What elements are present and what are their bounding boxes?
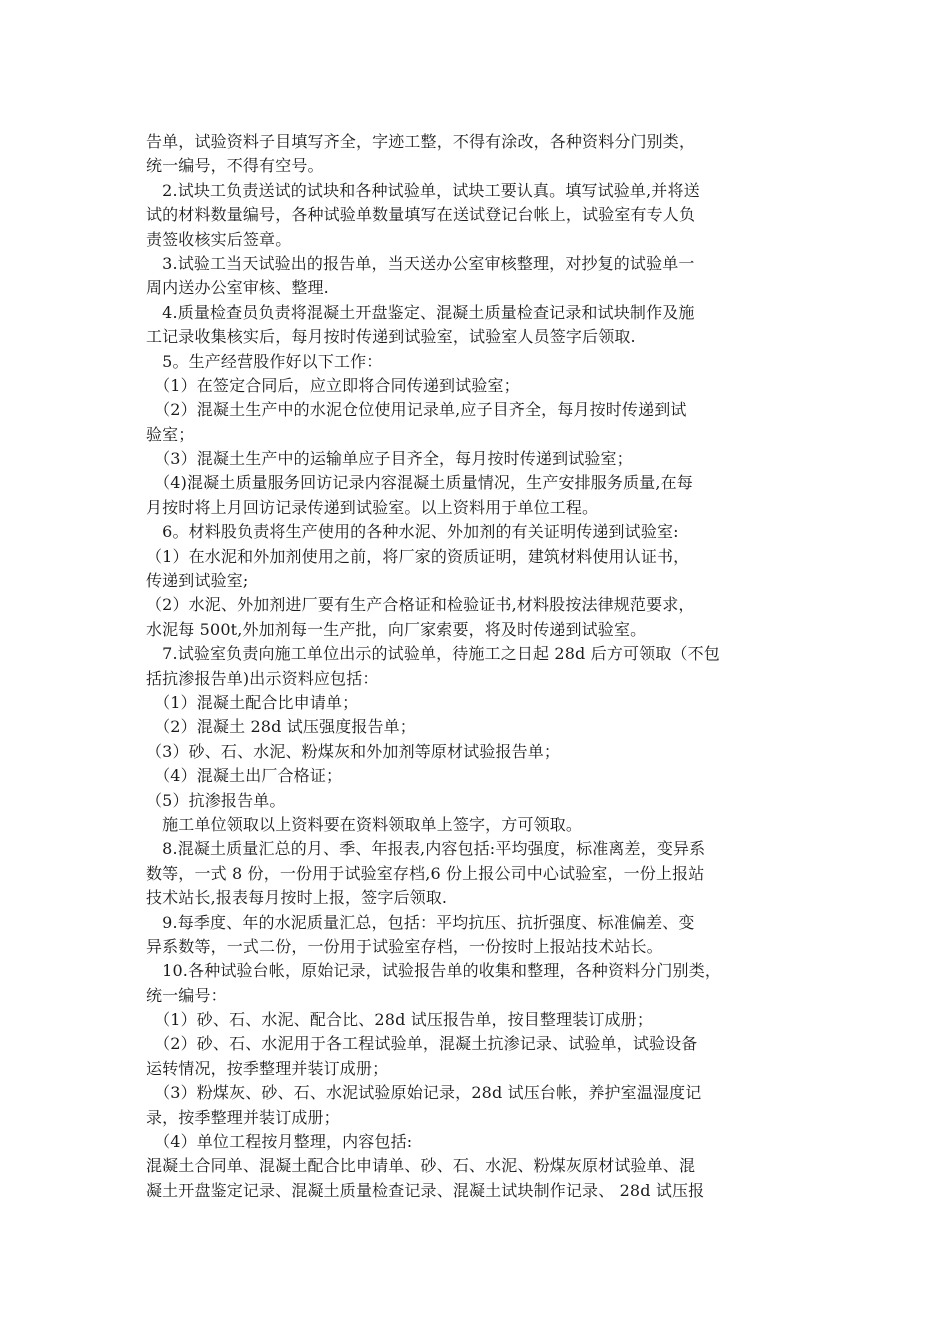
text-line: 责签收核实后签章。: [146, 229, 292, 249]
text-line: 技术站长,报表每月按时上报，签字后领取.: [146, 888, 448, 908]
text-line: 周内送办公室审核、整理.: [146, 278, 329, 298]
text-line: 6。材料股负责将生产使用的各种水泥、外加剂的有关证明传递到试验室:: [146, 522, 679, 542]
text-line: 试的材料数量编号，各种试验单数量填写在送试登记台帐上，试验室有专人负: [146, 205, 696, 225]
text-line: （2）混凝土生产中的水泥仓位使用记录单,应子目齐全，每月按时传递到试: [146, 400, 687, 420]
text-line: 告单，试验资料子目填写齐全，字迹工整，不得有涂改，各种资料分门别类，: [146, 132, 696, 151]
text-line: 括抗渗报告单)出示资料应包括：: [146, 668, 379, 688]
text-line: 运转情况，按季整理并装订成册；: [146, 1058, 389, 1078]
text-line: （3）混凝土生产中的运输单应子目齐全，每月按时传递到试验室；: [146, 449, 633, 469]
text-line: （1）在签定合同后，应立即将合同传递到试验室；: [146, 375, 520, 395]
text-line: 水泥每 500t,外加剂每一生产批，向厂家索要，将及时传递到试验室。: [146, 619, 647, 639]
text-line: 工记录收集核实后，每月按时传递到试验室，试验室人员签字后领取.: [146, 327, 636, 347]
document-body: [146, 130, 806, 1203]
text-line: 7.试验室负责向施工单位出示的试验单，待施工之日起 28d 后方可领取（不包: [146, 644, 720, 664]
text-line: 异系数等，一式二份，一份用于试验室存档，一份按时上报站技术站长。: [146, 936, 663, 956]
text-line: 录，按季整理并装订成册；: [146, 1107, 340, 1127]
text-line: 统一编号，不得有空号。: [146, 156, 324, 176]
text-line: 统一编号：: [146, 985, 227, 1005]
text-line: 10.各种试验台帐，原始记录，试验报告单的收集和整理，各种资料分门别类，: [146, 961, 721, 981]
text-line: 混凝土合同单、混凝土配合比申请单、砂、石、水泥、粉煤灰原材试验单、混: [146, 1156, 696, 1176]
text-line: 数等，一式 8 份，一份用于试验室存档,6 份上报公司中心试验室，一份上报站: [146, 863, 705, 883]
text-line: 8.混凝土质量汇总的月、季、年报表,内容包括:平均强度，标准离差，变异系: [146, 839, 706, 859]
text-line: 4.质量检查员负责将混凝土开盘鉴定、混凝土质量检查记录和试块制作及施: [146, 302, 695, 322]
text-line: （2）砂、石、水泥用于各工程试验单，混凝土抗渗记录、试验单，试验设备: [146, 1034, 698, 1054]
text-line: 施工单位领取以上资料要在资料领取单上签字，方可领取。: [146, 814, 583, 834]
text-line: （4）混凝土出厂合格证；: [146, 766, 343, 786]
text-line: （1）砂、石、水泥、配合比、28d 试压报告单，按目整理装订成册；: [146, 1010, 653, 1030]
text-line: （1）混凝土配合比申请单；: [146, 692, 359, 712]
text-line: （2）水泥、外加剂进厂要有生产合格证和检验证书,材料股按法律规范要求，: [146, 595, 695, 615]
text-line: （4）单位工程按月整理，内容包括:: [146, 1132, 413, 1152]
text-line: 验室；: [146, 424, 195, 444]
text-line: （3）砂、石、水泥、粉煤灰和外加剂等原材试验报告单；: [146, 741, 561, 761]
text-line: 2.试块工负责送试的试块和各种试验单，试块工要认真。填写试验单,并将送: [146, 180, 700, 200]
text-line: （2）混凝土 28d 试压强度报告单；: [146, 717, 416, 737]
text-line: 5。生产经营股作好以下工作：: [146, 351, 383, 371]
text-line: （4)混凝土质量服务回访记录内容混凝土质量情况，生产安排服务质量,在每: [146, 473, 693, 493]
text-line: 月按时将上月回访记录传递到试验室。以上资料用于单位工程。: [146, 497, 599, 517]
text-line: （3）粉煤灰、砂、石、水泥试验原始记录，28d 试压台帐，养护室温湿度记: [146, 1083, 702, 1103]
text-line: 3.试验工当天试验出的报告单，当天送办公室审核整理，对抄复的试验单一: [146, 253, 695, 273]
text-line: 9.每季度、年的水泥质量汇总，包括：平均抗压、抗折强度、标准偏差、变: [146, 912, 695, 932]
text-line: （5）抗渗报告单。: [146, 790, 286, 810]
text-line: 传递到试验室;: [146, 571, 249, 591]
text-line: 凝土开盘鉴定记录、混凝土质量检查记录、混凝土试块制作记录、 28d 试压报: [146, 1180, 705, 1200]
text-line: （1）在水泥和外加剂使用之前，将厂家的资质证明，建筑材料使用认证书，: [146, 546, 690, 566]
